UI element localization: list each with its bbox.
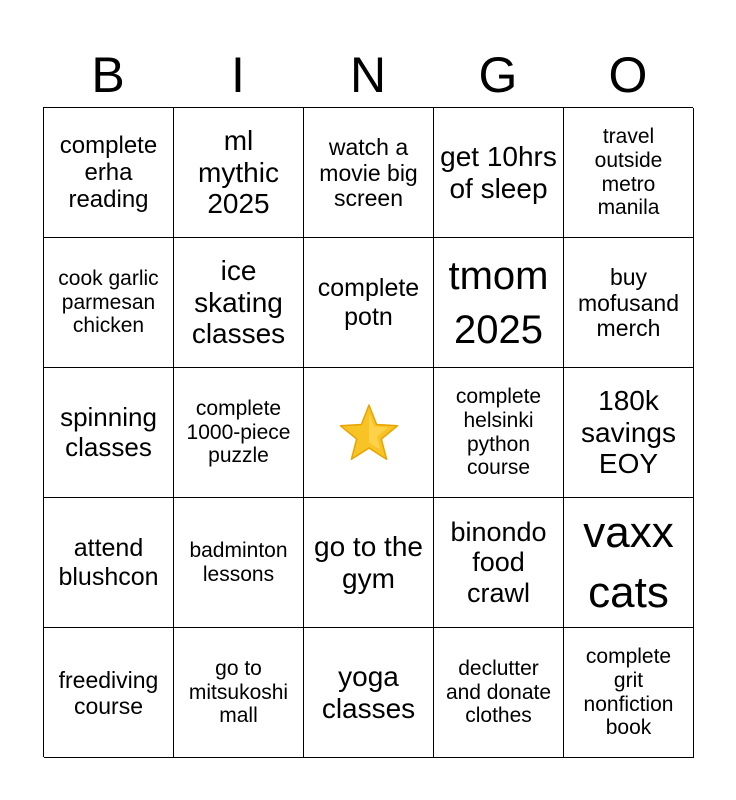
bingo-cell[interactable] [434, 628, 564, 758]
bingo-cell[interactable] [434, 498, 564, 628]
cell-text: badminton lessons [189, 538, 288, 586]
bingo-cell[interactable] [434, 238, 564, 368]
bingo-cell[interactable] [304, 628, 434, 758]
header-letter-g: G [478, 47, 518, 103]
bingo-cell[interactable] [44, 628, 174, 758]
cell-text: ml mythic 2025 [198, 125, 279, 220]
bingo-cell[interactable] [304, 498, 434, 628]
bingo-cell[interactable] [174, 368, 304, 498]
header-letter-n: N [349, 47, 387, 103]
header-letter-i: I [231, 47, 245, 103]
cell-text: get 10hrs of sleep [440, 140, 557, 204]
cell-text: binondo food crawl [450, 516, 547, 608]
cell-text: complete helsinki python course [455, 385, 542, 480]
cell-text: complete erha reading [59, 131, 158, 214]
cell-text: declutter and donate clothes [445, 656, 552, 728]
cell-text: complete grit nonfiction book [583, 645, 674, 740]
bingo-cell[interactable] [44, 238, 174, 368]
cell-text: cook garlic parmesan chicken [58, 266, 159, 338]
cell-text: complete 1000-piece puzzle [186, 396, 291, 468]
cell-text: travel outside metro manila [594, 125, 663, 220]
cell-text: spinning classes [60, 402, 157, 462]
bingo-cell[interactable] [174, 108, 304, 238]
cell-text: attend blushcon [58, 534, 159, 591]
header-letter-b: B [91, 47, 125, 103]
cell-text: 180k savings EOY [581, 385, 676, 480]
bingo-cell[interactable] [564, 498, 694, 628]
bingo-cell[interactable] [434, 108, 564, 238]
bingo-cell[interactable] [174, 628, 304, 758]
free-space-cell[interactable] [304, 368, 434, 498]
cell-text: buy mofusand merch [577, 263, 679, 342]
cell-text: go to mitsukoshi mall [188, 656, 289, 728]
bingo-cell[interactable] [304, 238, 434, 368]
cell-text: complete potn [317, 274, 420, 331]
cell-text: freediving course [58, 666, 159, 719]
header-letter-o: O [608, 47, 648, 103]
bingo-board [43, 107, 693, 757]
bingo-cell[interactable] [44, 368, 174, 498]
cell-text: yoga classes [321, 660, 416, 724]
bingo-cell[interactable] [564, 238, 694, 368]
cell-text: go to the gym [314, 530, 423, 594]
bingo-cell[interactable] [304, 108, 434, 238]
cell-text: tmom 2025 [448, 253, 549, 352]
bingo-cell[interactable] [44, 108, 174, 238]
bingo-cell[interactable] [564, 108, 694, 238]
bingo-cell[interactable] [174, 498, 304, 628]
bingo-header [43, 44, 693, 106]
cell-text: watch a movie big screen [319, 133, 418, 212]
star-icon [337, 401, 401, 465]
cell-text: vaxx cats [583, 508, 674, 617]
bingo-cell[interactable] [564, 628, 694, 758]
bingo-cell[interactable] [564, 368, 694, 498]
bingo-cell[interactable] [174, 238, 304, 368]
bingo-cell[interactable] [44, 498, 174, 628]
cell-text: ice skating classes [191, 255, 286, 350]
bingo-cell[interactable] [434, 368, 564, 498]
